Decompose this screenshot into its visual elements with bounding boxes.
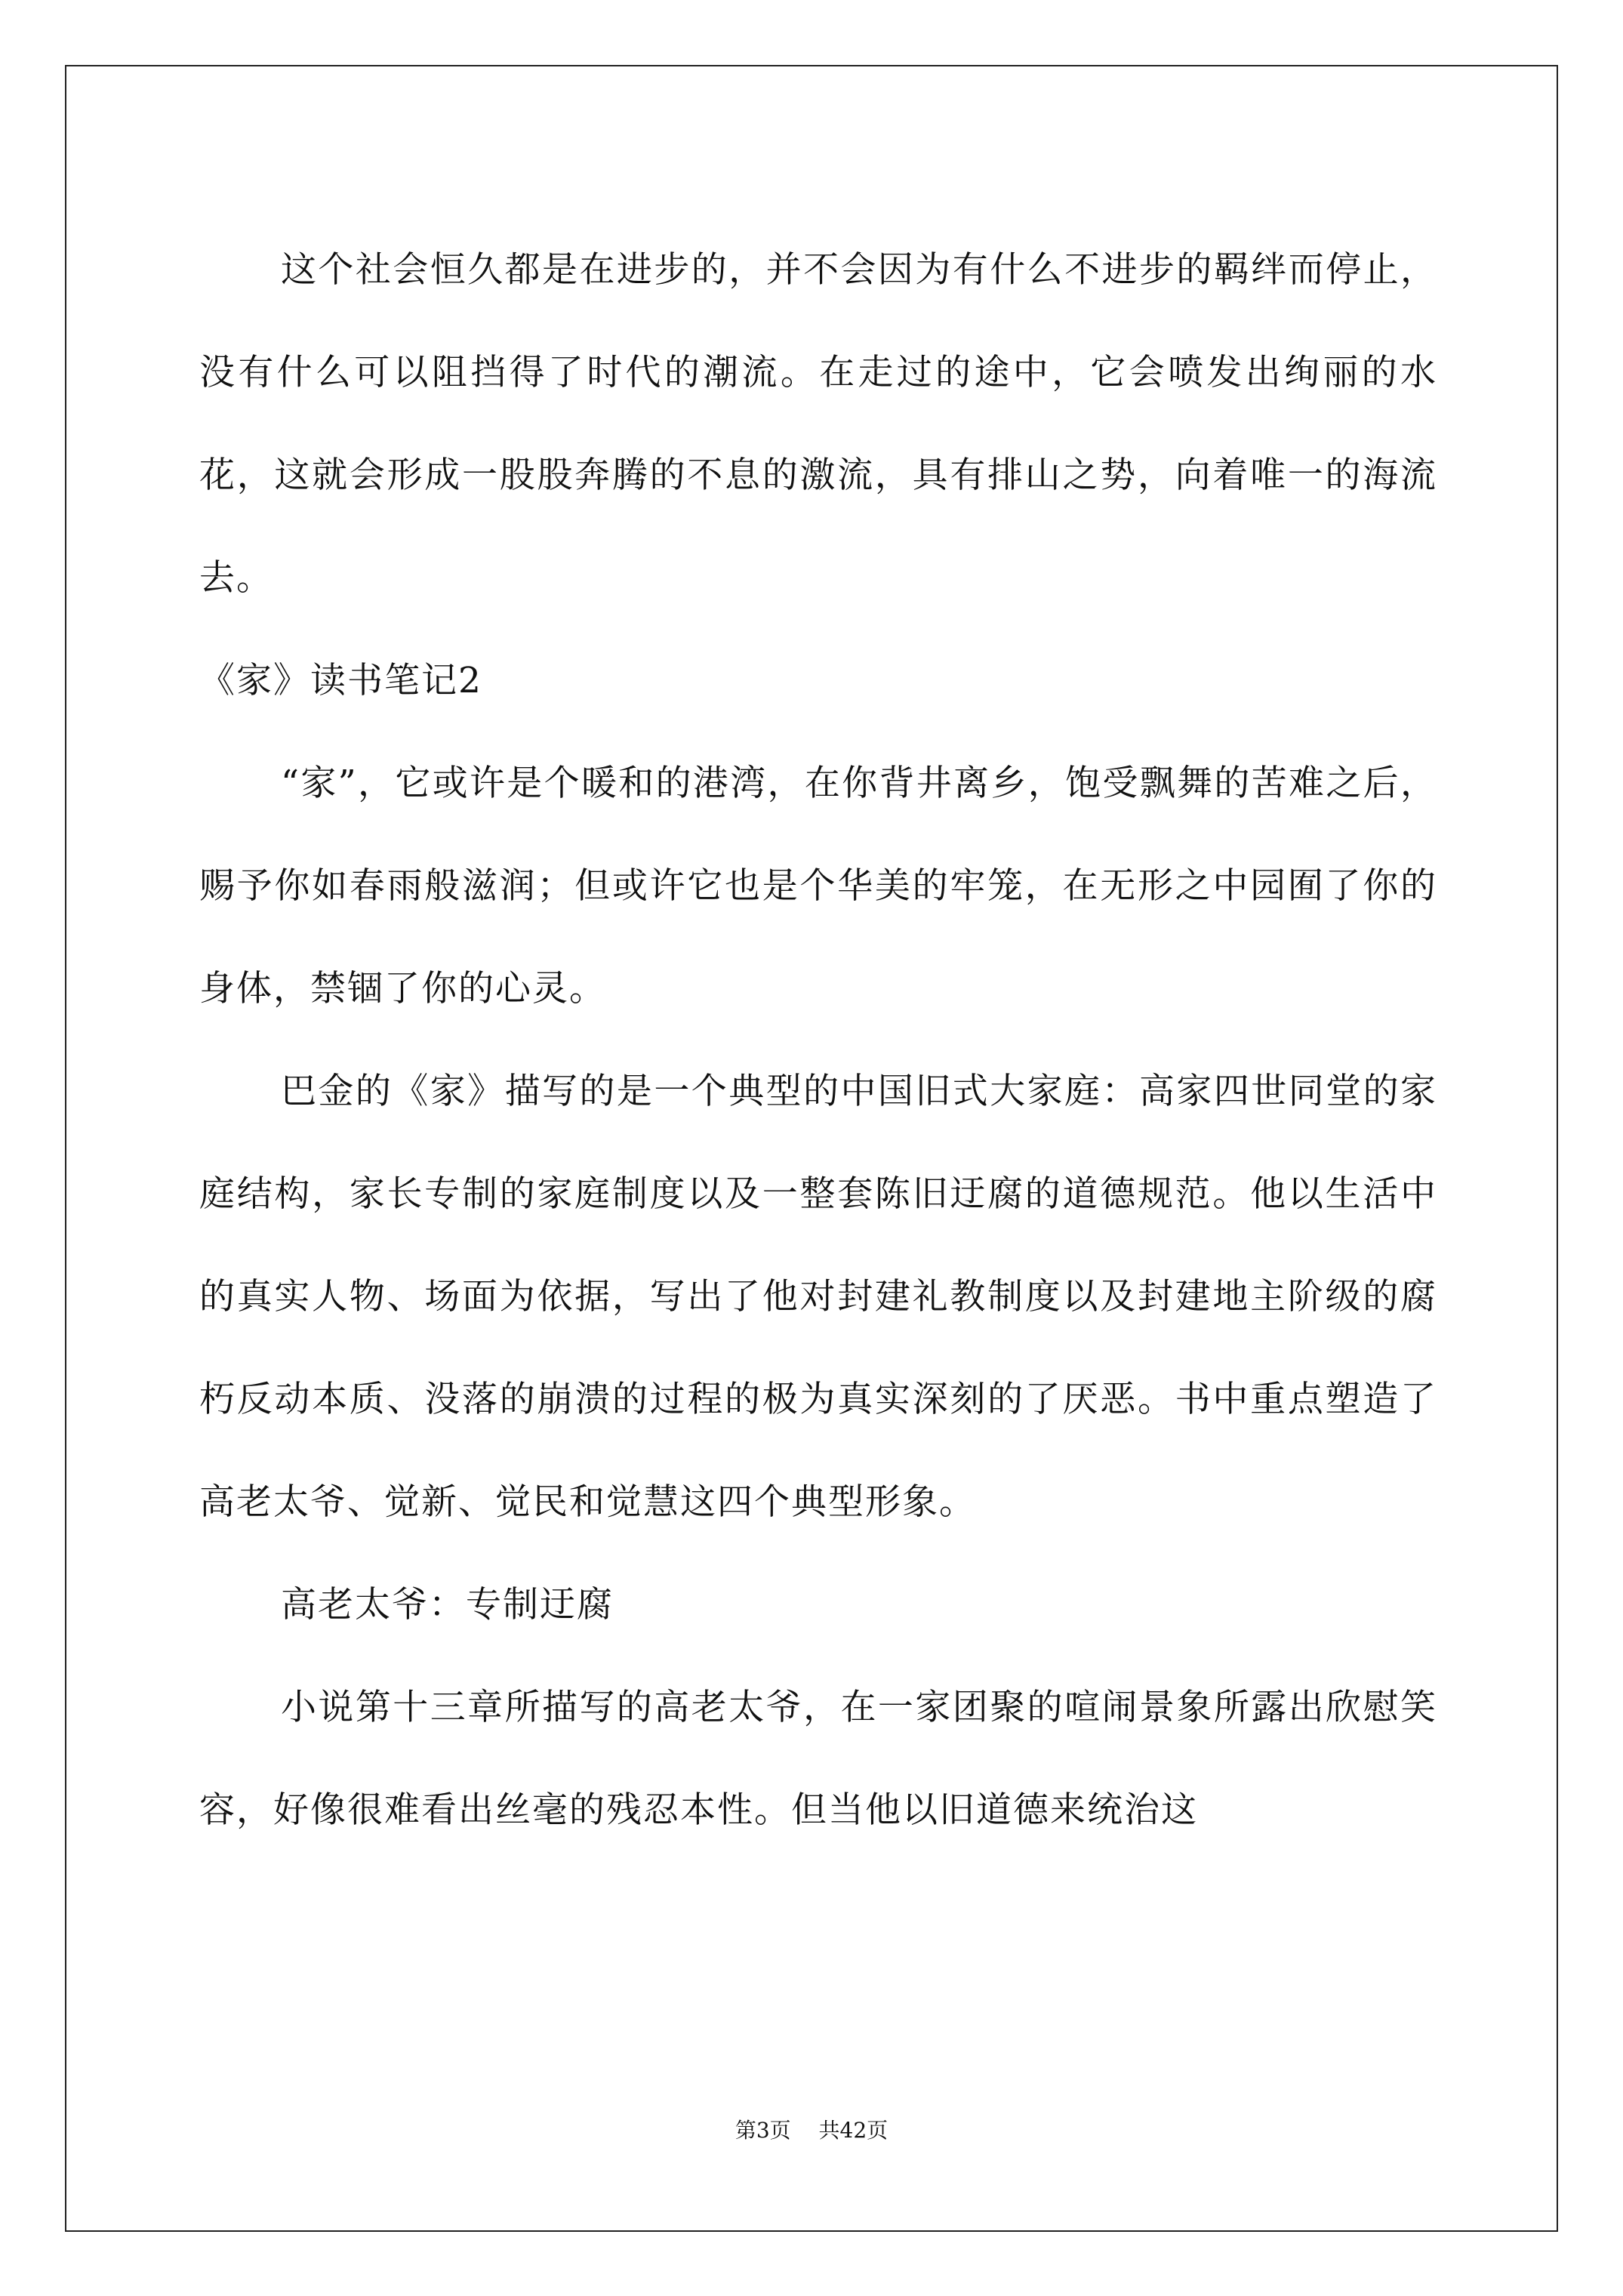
total-pages: 共42页	[818, 2118, 888, 2143]
paragraph-5: 小说第十三章所描写的高老太爷，在一家团聚的喧闹景象所露出欣慰笑容，好像很难看出丝毫的残忍本性。但当他以旧道德来统治这	[199, 1687, 1437, 1831]
subheading-gao-laotaiye: 高老太爷：专制迂腐	[281, 1584, 614, 1626]
page-footer	[0, 2114, 1623, 2144]
section-heading: 《家》读书笔记2	[199, 660, 482, 701]
document-body	[199, 219, 1437, 1862]
paragraph-1: 这个社会恒久都是在进步的，并不会因为有什么不进步的羁绊而停止，没有什么可以阻挡得了时代的潮流。在走过的途中，它会喷发出绚丽的水花，这就会形成一股股奔腾的不息的激流，具有排山之势，向着唯一的海流去。	[199, 249, 1437, 599]
paragraph-3: 巴金的《家》描写的是一个典型的中国旧式大家庭：高家四世同堂的家庭结构，家长专制的家庭制度以及一整套陈旧迂腐的道德规范。他以生活中的真实人物、场面为依据，写出了他对封建礼教制度以及封建地主阶级的腐朽反动本质、没落的崩溃的过程的极为真实深刻的了厌恶。书中重点塑造了高老太爷、觉新、觉民和觉慧这四个典型形象。	[199, 1071, 1437, 1523]
paragraph-2: “家”，它或许是个暖和的港湾，在你背井离乡，饱受飘舞的苦难之后，赐予你如春雨般滋润；但或许它也是个华美的牢笼，在无形之中园囿了你的身体，禁锢了你的心灵。	[199, 763, 1437, 1009]
page-number: 第3页	[735, 2118, 791, 2143]
